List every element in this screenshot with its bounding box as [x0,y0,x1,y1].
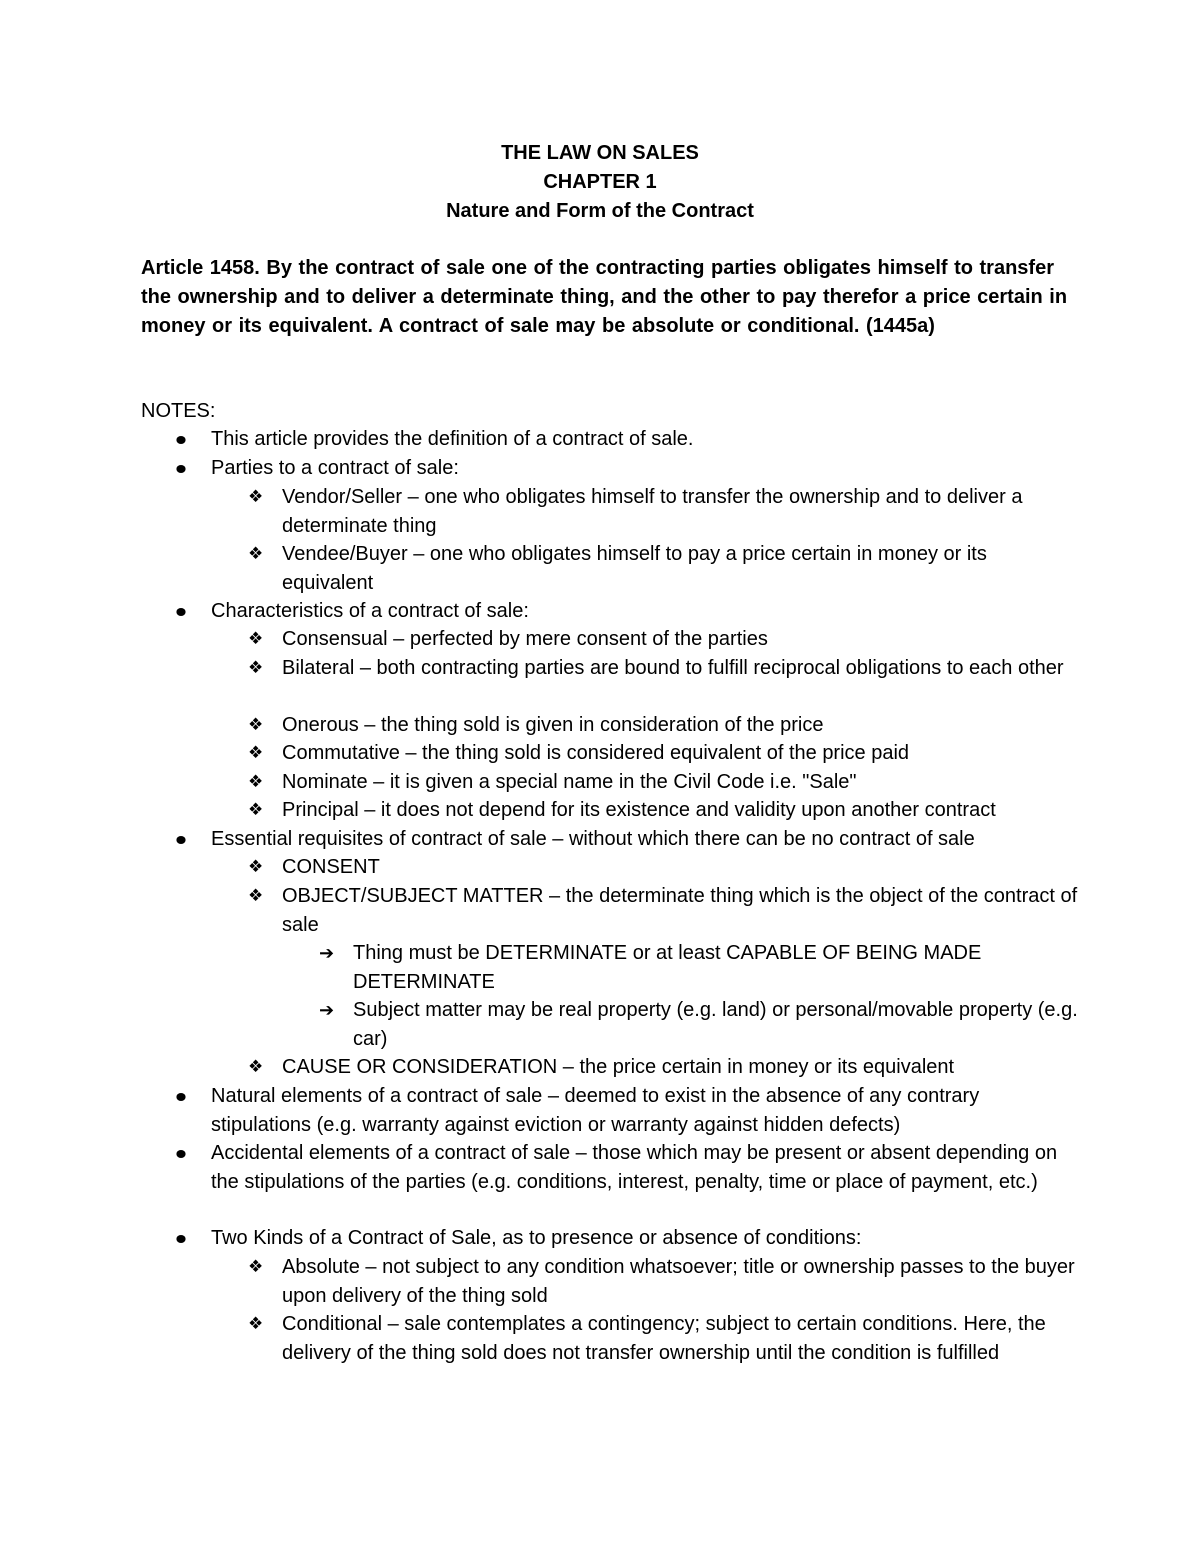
diamond-bullet-icon: ❖ [248,544,264,563]
list-item [248,711,1082,740]
diamond-bullet-icon: ❖ [248,715,264,734]
diamond-bullet-icon: ❖ [248,629,264,648]
list-item-text: Nominate – it is given a special name in the Civil Code i.e. "Sale" [282,771,857,793]
bullet-dot-icon [176,1150,185,1158]
list-item [211,1139,1081,1196]
arrow-bullet-icon: ➔ [319,943,335,963]
list-item-text: Vendee/Buyer – one who obligates himself to pay a price certain in money or its equivalent [282,543,987,594]
list-item [248,882,1082,939]
list-item-text: CAUSE OR CONSIDERATION – the price certain in money or its equivalent [282,1056,955,1078]
list-item [211,597,1081,626]
notes-label: NOTES: [141,400,216,422]
list-item [248,483,1082,540]
document-title: THE LAW ON SALES [501,142,699,164]
list-item-text: Characteristics of a contract of sale: [211,600,529,622]
diamond-bullet-icon: ❖ [248,857,264,876]
list-item-text: Natural elements of a contract of sale – deemed to exist in the absence of any contrary stipulations (e.g. warranty against eviction or warranty against hidden defects) [211,1085,980,1136]
list-item-text: Principal – it does not depend for its existence and validity upon another contract [282,799,996,821]
bullet-dot-icon [176,436,185,444]
list-item [211,1082,1081,1139]
list-item-text: CONSENT [282,856,380,878]
list-item [248,1253,1082,1310]
diamond-bullet-icon: ❖ [248,1057,264,1076]
bullet-dot-icon [176,608,185,616]
list-item-text: OBJECT/SUBJECT MATTER – the determinate thing which is the object of the contract of sale [282,885,1078,936]
list-item-text: Subject matter may be real property (e.g. land) or personal/movable property (e.g. car) [353,999,1078,1050]
list-item-text: Essential requisites of contract of sale – without which there can be no contract of sale [211,828,975,850]
diamond-bullet-icon: ❖ [248,800,264,819]
list-item [211,825,1081,854]
list-item [248,540,1082,597]
list-item-text: Parties to a contract of sale: [211,457,459,479]
diamond-bullet-icon: ❖ [248,658,264,677]
list-item [248,625,1082,654]
list-item-text: Accidental elements of a contract of sale – those which may be present or absent depending on the stipulations of the parties (e.g. conditions, interest, penalty, time or place of payment, etc.) [211,1142,1058,1193]
list-item-text: This article provides the definition of a contract of sale. [211,428,694,450]
list-item [248,654,1082,683]
list-item-text: Vendor/Seller – one who obligates himself to transfer the ownership and to deliver a determinate thing [282,486,1023,537]
list-item-text: Absolute – not subject to any condition whatsoever; title or ownership passes to the buyer upon delivery of the thing sold [282,1256,1075,1307]
arrow-bullet-icon: ➔ [319,1000,335,1020]
article-1458-text: Article 1458. By the contract of sale one of the contracting parties obligates himself to transfer the ownership and to deliver a determinate thing, and the other to pay therefor a price certain in money or its equivalent. A contract of sale may be absolute or conditional. (1445a) [141,257,1068,337]
list-item-text: Two Kinds of a Contract of Sale, as to presence or absence of conditions: [211,1227,862,1249]
diamond-bullet-icon: ❖ [248,1257,264,1276]
list-item-text: Consensual – perfected by mere consent of the parties [282,628,768,650]
chapter-heading: CHAPTER 1 [543,171,657,193]
diamond-bullet-icon: ❖ [248,487,264,506]
list-item-text: Thing must be DETERMINATE or at least CAPABLE OF BEING MADE DETERMINATE [353,942,982,993]
list-item [248,796,1082,825]
diamond-bullet-icon: ❖ [248,886,264,905]
list-item [211,454,1081,483]
diamond-bullet-icon: ❖ [248,743,264,762]
list-item [211,1224,1081,1253]
bullet-dot-icon [176,1235,185,1243]
list-item [248,1053,1082,1082]
bullet-dot-icon [176,465,185,473]
list-item [248,853,1082,882]
bullet-dot-icon [176,1093,185,1101]
list-item [319,939,1083,996]
list-item-text: Onerous – the thing sold is given in consideration of the price [282,714,824,736]
list-item-text: Bilateral – both contracting parties are bound to fulfill reciprocal obligations to each other [282,657,1064,679]
list-item-text: Conditional – sale contemplates a contingency; subject to certain conditions. Here, the delivery of the thing sold does not transfer ownership until the condition is fulfilled [282,1313,1046,1364]
diamond-bullet-icon: ❖ [248,1314,264,1333]
list-item-text: Commutative – the thing sold is considered equivalent of the price paid [282,742,910,764]
list-item [319,996,1083,1053]
list-item [248,1310,1082,1367]
diamond-bullet-icon: ❖ [248,772,264,791]
list-item [248,768,1082,797]
list-item [211,425,1081,454]
chapter-subtitle: Nature and Form of the Contract [446,200,754,222]
bullet-dot-icon [176,836,185,844]
list-item [248,739,1082,768]
